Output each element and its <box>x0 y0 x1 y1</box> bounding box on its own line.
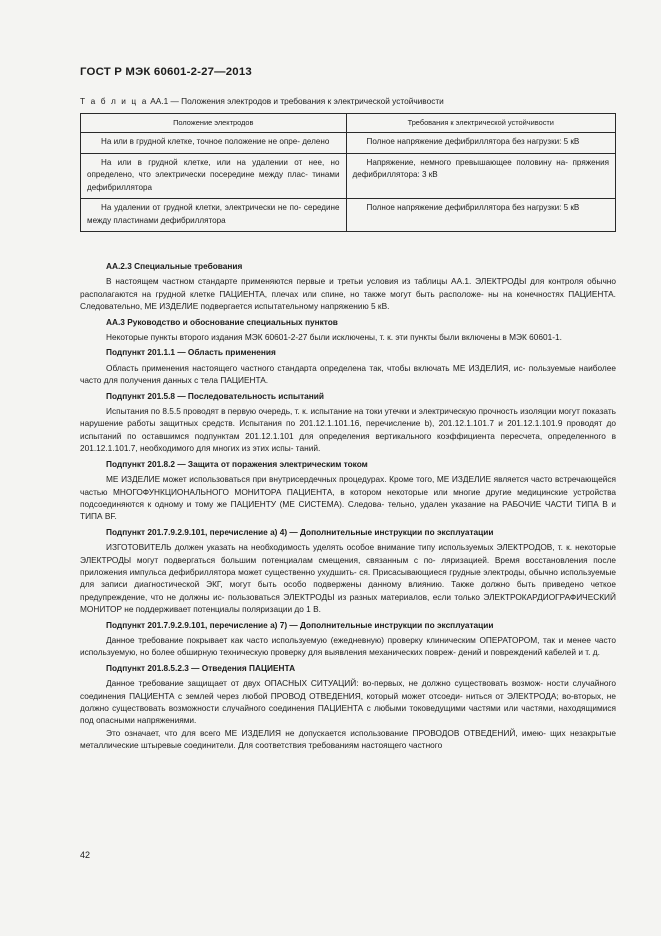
paragraph: Испытания по 8.5.5 проводят в первую очередь, т. к. испытание на токи утечки и электрическую прочность изоляции могут показать нарушение работы защитных средств. Испытания по 201.12.1.101.16, перечисление b), 201.12.1.101.7 и 201.12.1.101.9 проводят до испытаний по оставшимся подпунктам 201.12.1.101 для определения вертикального коэффициента пересчета, определенного в 201.12.1.101.7, необходимого для многих из этих испы- таний. <box>80 406 616 454</box>
body-text <box>80 258 616 752</box>
section-heading: Подпункт 201.8.2 — Защита от поражения электрическим током <box>106 458 368 469</box>
section-heading: AA.3 Руководство и обоснование специальных пунктов <box>106 316 338 327</box>
paragraph: ME ИЗДЕЛИЕ может использоваться при внутрисердечных процедурах. Кроме того, ME ИЗДЕЛИЕ является часто встречающейся частью МНОГОФУНКЦИОНАЛЬНОГО МОНИТОРА ПАЦИЕНТА, в котором некоторые или многие другие медицинские устройства подсоединяются к одному и тому же ПАЦИЕНТУ (ME СИСТЕМА). Следова- тельно, удален указание на РАБОЧИЕ ЧАСТИ ТИПА В и ТИПА BF. <box>80 474 616 522</box>
page-number: 42 <box>80 850 91 860</box>
paragraph: ИЗГОТОВИТЕЛЬ должен указать на необходимость уделять особое внимание типу используемых ЭЛЕКТРОДОВ, т. к. некоторые ЭЛЕКТРОДЫ могут подвергаться большим потенциалам смещения, связанным с по- ляризацией. Время восстановления после приложения импульса дефибриллятора может существенно ухудшить- ся. Присасывающиеся грудные электроды, обычно используемые для записи диагностической ЭКГ, могут быть особо подвержены данному влиянию. Также должно быть приведено четкое предупреждение, что не должны ис- пользоваться ЭЛЕКТРОДЫ из разных материалов, если только ЭЛЕКТРОКАРДИОГРАФИЧЕСКИЙ МОНИТОР не поддерживает потенциалы поляризации до 1 В. <box>80 542 616 615</box>
table-cell <box>81 199 347 232</box>
section-heading: Подпункт 201.7.9.2.9.101, перечисление а) 4) — Дополнительные инструкции по эксплуатации <box>106 526 494 537</box>
table-cell <box>81 133 347 154</box>
paragraph: В настоящем частном стандарте применяются первые и третьи условия из таблицы АА.1. ЭЛЕКТРОДЫ для контроля обычно располагаются на грудной клетке ПАЦИЕНТА, плечах или спине, но также могут быть расположе- ны на конечностях ПАЦИЕНТА. Следовательно, ME ИЗДЕЛИЕ подвергается испытательному напряжению 5 кВ. <box>80 276 616 312</box>
table-row <box>81 153 616 199</box>
section-heading: Подпункт 201.8.5.2.3 — Отведения ПАЦИЕНТА <box>106 662 296 673</box>
table-cell <box>81 153 347 199</box>
table-caption <box>80 96 620 107</box>
cell-text: На или в грудной клетке, точное положение не опре- делено <box>101 137 330 146</box>
table-row <box>81 133 616 154</box>
cell-text: На удалении от грудной клетки, электрически не по- середине между пластинами дефибриллятора <box>87 203 340 225</box>
table-cell <box>346 199 616 232</box>
table-header-row <box>81 114 616 133</box>
page-header: ГОСТ Р МЭК 60601-2-27—2013 <box>80 66 252 78</box>
cell-text: Напряжение, немного превышающее половину на- пряжения дефибриллятора: 3 кВ <box>352 157 609 179</box>
cell-text: На или в грудной клетке, или на удалении от нее, но определено, что электрически посередине между плас- тинами дефибриллятора <box>87 157 340 192</box>
section-heading: Подпункт 201.5.8 — Последовательность испытаний <box>106 390 324 401</box>
paragraph: Данное требование защищает от двух ОПАСНЫХ СИТУАЦИЙ: во-первых, не должно существовать возмож- ности случайного соединения ПАЦИЕНТА с землей через любой ПРОВОД ОТВЕДЕНИЯ, который может отсоеди- ниться от ЭЛЕКТРОДА; во-вторых, не должно существовать возможности случайного соединения ПАЦИЕНТА с любыми токоведущими частями или частями, находящимися под опасными напряжениями. <box>80 678 616 726</box>
paragraph: Некоторые пункты второго издания МЭК 60601-2-27 были исключены, т. к. эти пункты были включены в МЭК 60601-1. <box>106 332 562 343</box>
column-header: Положение электродов <box>81 114 347 133</box>
section-heading: AA.2.3 Специальные требования <box>106 261 243 271</box>
table-row <box>81 199 616 232</box>
table-caption-text: АА.1 — Положения электродов и требования к электрической устойчивости <box>150 96 444 106</box>
paragraph: Область применения настоящего частного стандарта определена так, чтобы включать ME ИЗДЕЛИЯ, ис- пользуемые наиболее часто для получения данных с тела ПАЦИЕНТА. <box>80 362 616 386</box>
column-header: Требования к электрической устойчивости <box>346 114 616 133</box>
table-cell <box>346 153 616 199</box>
electrode-table <box>80 113 616 232</box>
table-cell <box>346 133 616 154</box>
cell-text: Полное напряжение дефибриллятора без нагрузки: 5 кВ <box>366 203 580 212</box>
cell-text: Полное напряжение дефибриллятора без нагрузки: 5 кВ <box>366 137 580 146</box>
table-caption-prefix: Т а б л и ц а <box>80 96 148 106</box>
section-heading: Подпункт 201.1.1 — Область применения <box>106 347 276 358</box>
paragraph: Это означает, что для всего ME ИЗДЕЛИЯ не допускается использование ПРОВОДОВ ОТВЕДЕНИЙ, имею- щих незакрытые металлические штыревые соединители. Для соответствия требованиям настоящего частного <box>80 727 616 751</box>
paragraph: Данное требование покрывает как часто используемую (ежедневную) проверку клиническим ОПЕРАТОРОМ, так и менее часто используемую, но более обширную техническую проверку для выявления механических повреж- дений и повреждений кабелей и т. д. <box>80 634 616 658</box>
section-heading: Подпункт 201.7.9.2.9.101, перечисление а) 7) — Дополнительные инструкции по эксплуатации <box>106 619 494 630</box>
